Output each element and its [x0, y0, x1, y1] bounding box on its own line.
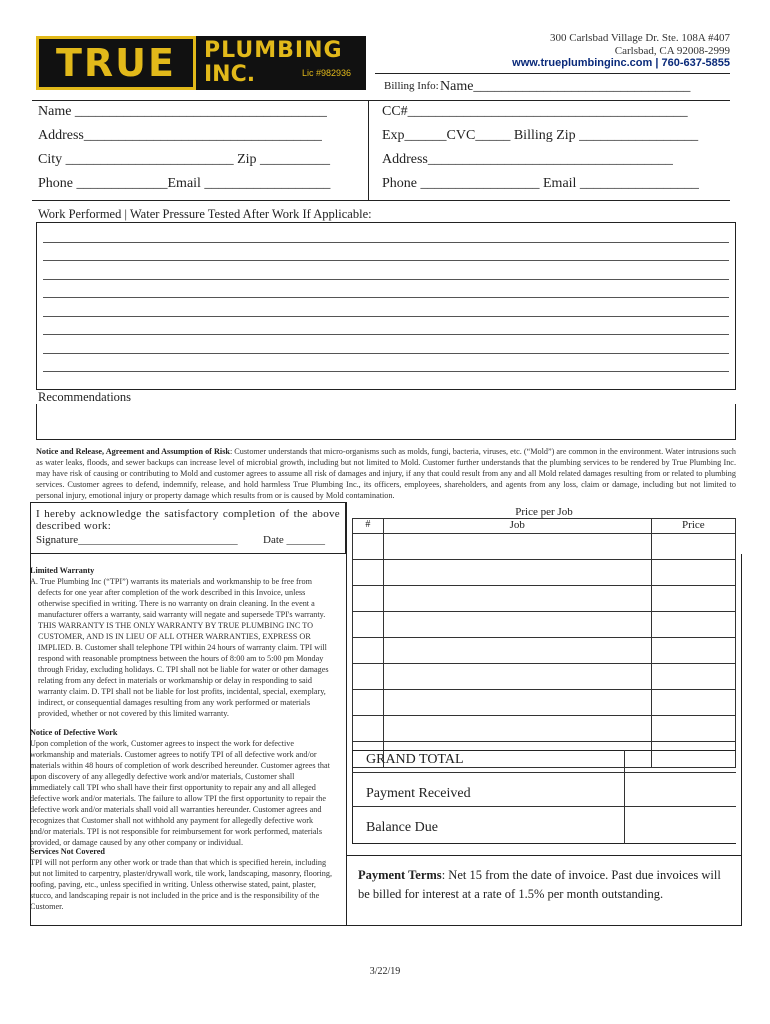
- license-number: Lic #982936: [302, 68, 352, 78]
- logo-word-true: TRUE: [56, 41, 176, 85]
- customer-city-zip-field[interactable]: City ________________________ Zip __________: [38, 152, 331, 167]
- col-job-header: Job: [383, 519, 651, 534]
- grand-total-label: GRAND TOTAL: [366, 752, 464, 767]
- logo-name-block: [196, 36, 366, 90]
- col-price-header: Price: [651, 519, 735, 534]
- lower-column-divider: [346, 502, 347, 926]
- billing-exp-cvc-zip-field[interactable]: Exp______CVC_____ Billing Zip _________________: [382, 128, 699, 143]
- acknowledge-text: I hereby acknowledge the satisfactory completion of the above described work:: [36, 508, 340, 532]
- price-table-header-row: [353, 519, 736, 534]
- terms-rule: [346, 855, 742, 856]
- limited-warranty-title: Limited Warranty: [30, 566, 95, 575]
- section-rule: [32, 100, 730, 101]
- defective-work-body: Upon completion of the work, Customer agrees to inspect the work for defective workmanship and materials. Customer agrees to notify TPI of all defective work and/or materials within 48 hours of completion of work described hereunder. Customer agrees that upon discovery of any allegedly defective work and/or materials, Customer shall immediately call TPI who shall have their first opportunity to repair any and all alleged defective work and/or materials. The failure to allow TPI the first opportunity to repair the defective work and/or materials shall void all warranties hereunder. Customer agrees and recognizes that Customer shall not withhold any payment for allegedly defective work and/or materials. TPI is not responsible for reimbursement for work performed, materials provided, or damage caused by any other company or individual.: [30, 739, 330, 847]
- totals-rule: [624, 806, 736, 807]
- payment-terms: [358, 866, 734, 904]
- signature-field[interactable]: Signature_____________________________: [36, 534, 238, 546]
- billing-name-field[interactable]: Name_______________________________: [440, 79, 691, 94]
- notice-release-title: Notice and Release, Agreement and Assumption of Risk: [36, 447, 230, 456]
- customer-address-field[interactable]: Address__________________________________: [38, 128, 322, 143]
- payment-terms-label: Payment Terms: [358, 868, 442, 882]
- table-row[interactable]: [353, 690, 736, 716]
- logo-true-block: [36, 36, 196, 90]
- column-divider: [368, 100, 369, 200]
- billing-phone-email-field[interactable]: Phone _________________ Email _________________: [382, 176, 699, 191]
- table-row[interactable]: [353, 638, 736, 664]
- totals-divider: [624, 750, 625, 844]
- date-field[interactable]: Date _______: [263, 534, 326, 546]
- payment-received-label: Payment Received: [366, 786, 471, 801]
- totals-rule: [352, 772, 624, 773]
- billing-cc-field[interactable]: CC#________________________________________: [382, 104, 688, 119]
- table-row[interactable]: [353, 612, 736, 638]
- section-rule: [32, 200, 730, 201]
- services-not-covered-title: Services Not Covered: [30, 847, 105, 856]
- balance-due-label: Balance Due: [366, 820, 438, 835]
- table-row[interactable]: [353, 560, 736, 586]
- table-row[interactable]: [353, 534, 736, 560]
- price-per-job-heading: Price per Job: [515, 506, 573, 518]
- notice-release-paragraph: [36, 446, 736, 501]
- logo-word-inc: INC.: [204, 62, 256, 87]
- company-address-line1: 300 Carlsbad Village Dr. Ste. 108A #407: [549, 32, 730, 44]
- company-address-line2: Carlsbad, CA 92008-2999: [614, 45, 730, 57]
- recommendations-area[interactable]: [36, 404, 736, 440]
- billing-label: Billing Info:: [384, 80, 439, 92]
- recommendations-title: Recommendations: [38, 390, 132, 404]
- table-row[interactable]: [353, 664, 736, 690]
- services-not-covered-body: TPI will not perform any other work or trade than that which is specified herein, including but not limited to carpentry, plaster/drywall work, tile work, landscaping, masonry, flooring, roofing, paving, etc., unless specified in writing. Unless otherwise stated, paint, plaster, stucco, and landscaping repair is not included in the price and is the responsibility of the Customer.: [30, 858, 333, 911]
- customer-name-field[interactable]: Name ____________________________________: [38, 104, 327, 119]
- col-num-header: #: [353, 519, 384, 534]
- table-row[interactable]: [353, 716, 736, 742]
- totals-rule: [624, 772, 736, 773]
- header-rule: [375, 73, 730, 74]
- logo-word-plumbing: PLUMBING: [204, 38, 343, 63]
- customer-phone-email-field[interactable]: Phone _____________Email __________________: [38, 176, 331, 191]
- work-performed-title: Work Performed | Water Pressure Tested After Work If Applicable:: [38, 207, 372, 221]
- payment-terms-text: : Net 15 from the date of invoice. Past due invoices will be billed for interest at a rate of 1.5% per month outstanding.: [358, 868, 721, 901]
- work-performed-area[interactable]: [36, 222, 736, 390]
- company-logo: [36, 36, 376, 98]
- price-table: [352, 518, 736, 768]
- notice-release-body: : Customer understands that micro-organisms such as molds, fungi, bacteria, viruses, etc. (“Mold”) are common in the environment. Water intrusions such as water leaks, floods, and sewer backups can increase level of microbial growth, including but not limited to Mold. Customer further understands that the plumbing services to be rendered by True Plumbing Inc. may have risk of causing or contributing to Mold and customer agrees to assume all risk of damages and injury, if any that could result from any and all Mold related damages resulting from or related to plumbing services. Customer agrees to defend, indemnify, release, and hold harmless True Plumbing Inc., its officers, employees, shareholders, and agents from any loss, claim or damage, including but not limited to personal injury, emotional injury or property damage which results from or is caused by Mold contamination.: [36, 447, 737, 500]
- footer-date: 3/22/19: [369, 966, 401, 977]
- table-row[interactable]: [353, 586, 736, 612]
- totals-rule: [352, 806, 624, 807]
- defective-work-title: Notice of Defective Work: [30, 728, 118, 737]
- limited-warranty-body: A. True Plumbing Inc (“TPI”) warrants its materials and workmanship to be free from defects for one year after completion of the work described in this Invoice, unless otherwise specified in writing. There is no warranty on drain cleaning. In the event a manufacturer offers a warranty, said warranty will negate and supersede TPI's warranty. THIS WARRANTY IS THE ONLY WARRANTY BY TRUE PLUMBING INC TO CUSTOMER, AND IS IN LIEU OF ALL OTHER WARRANTIES, EXPRESS OR IMPLIED. B. Customer shall telephone TPI within 24 hours of warranty claim. TPI will respond with reasonable promptness between the hours of 8:00 am to 5:00 pm Monday through Friday, excluding holidays. C. TPI shall not be liable for water or other damages relating from any defect in materials or workmanship or delay in responding to said warranty claim. D. TPI shall not be liable for lost profits, incidental, special, exemplary, indirect, or consequential damages resulting from any work performed or materials provided, whether or not covered by this limited warranty.: [30, 577, 329, 718]
- company-web-phone: www.trueplumbinginc.com | 760-637-5855: [512, 57, 730, 69]
- billing-address-field[interactable]: Address___________________________________: [382, 152, 673, 167]
